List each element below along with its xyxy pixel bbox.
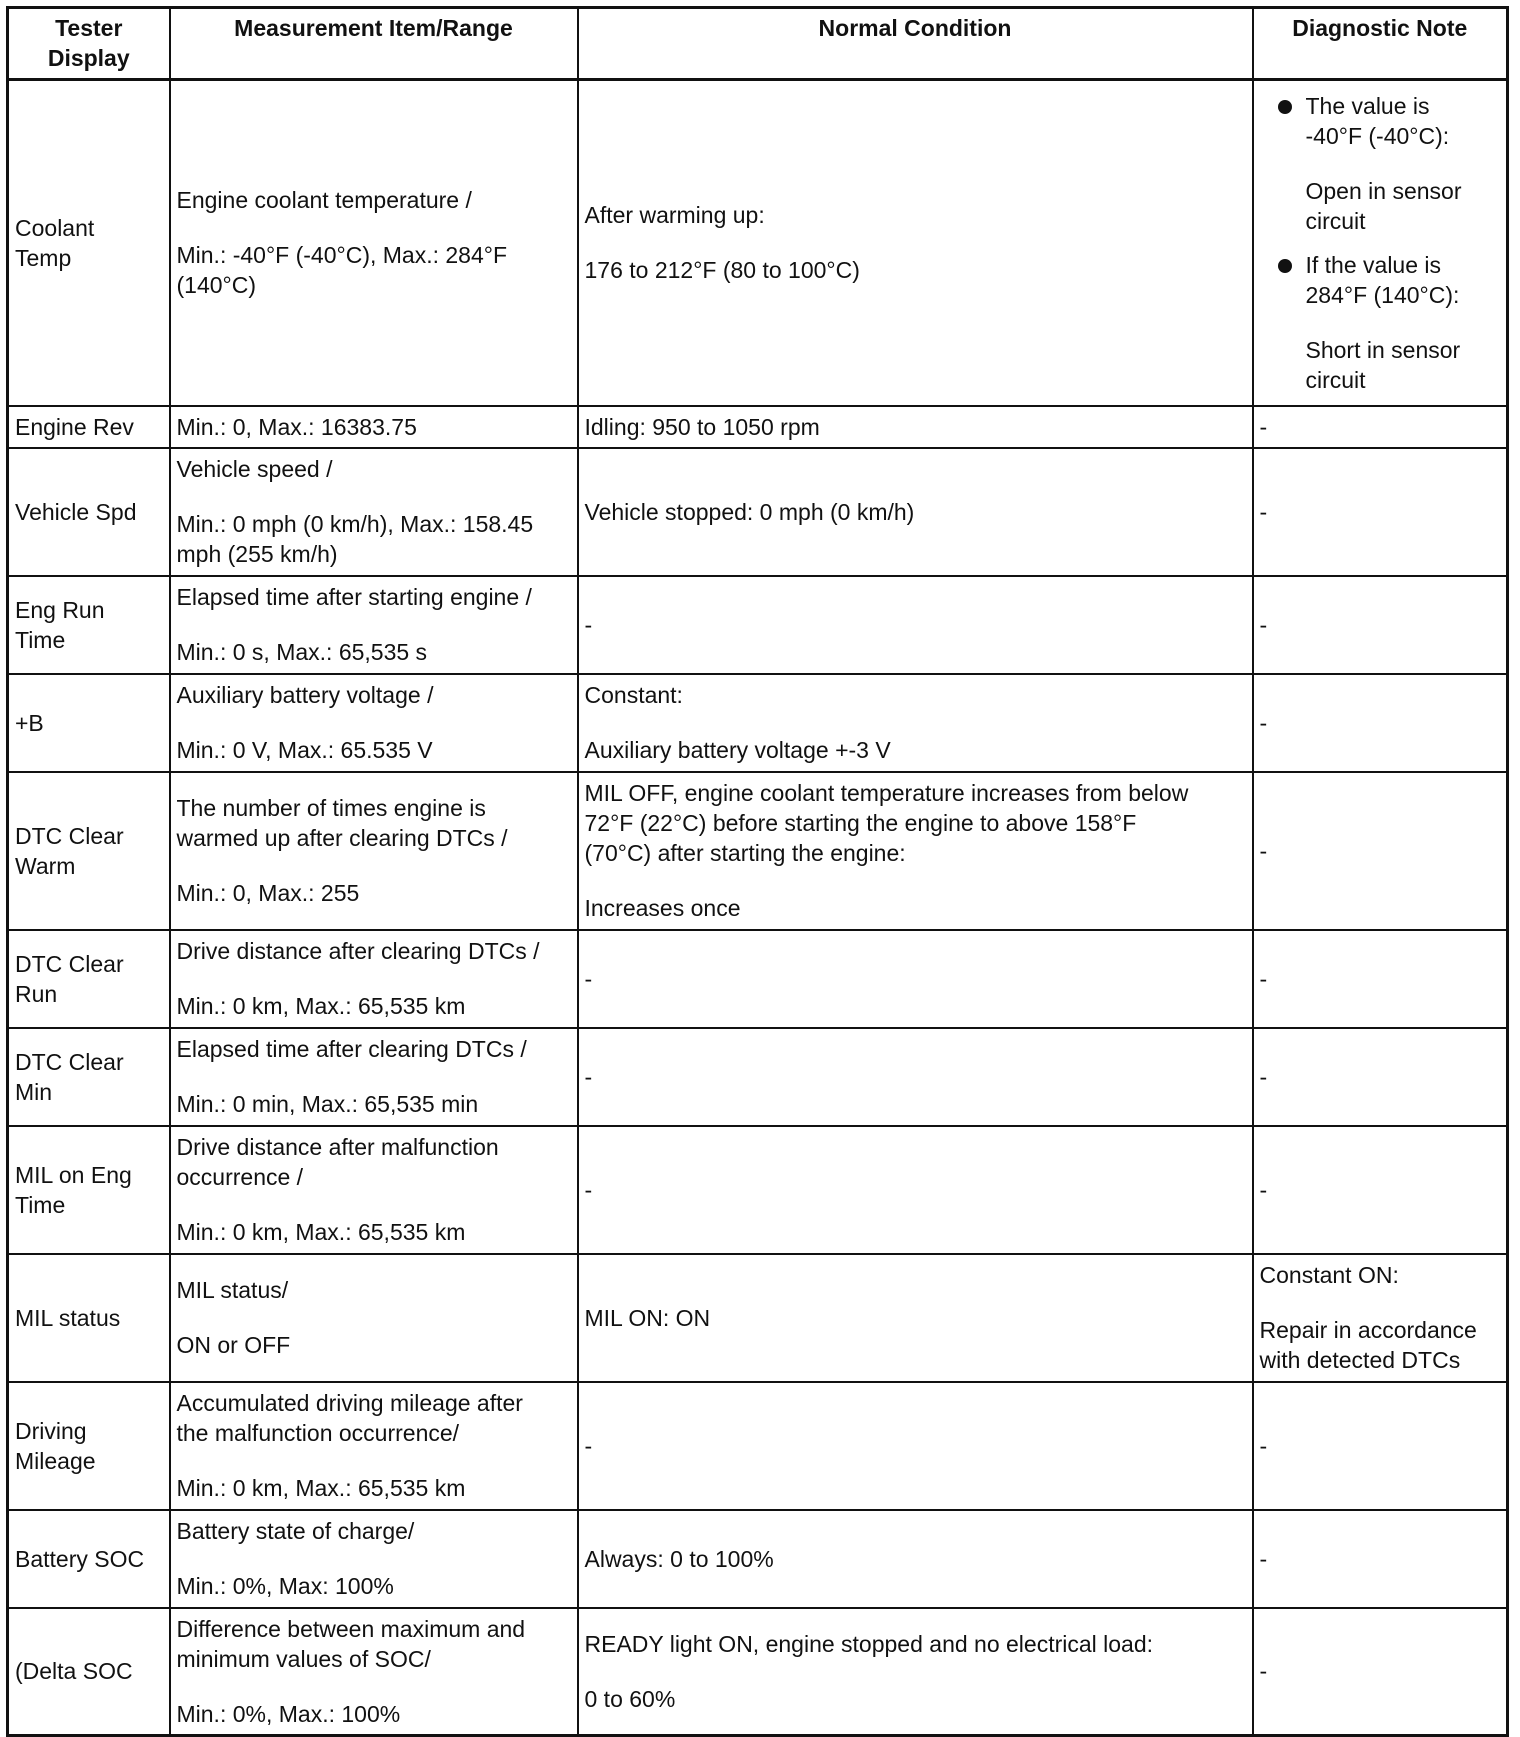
tester-display-cell (8, 930, 170, 1028)
measurement-item-cell (170, 80, 578, 406)
measurement-item-cell (170, 576, 578, 674)
cell-text-line: Drive distance after clearing DTCs / (176, 938, 540, 964)
table-row (8, 1254, 1508, 1382)
line-gap (177, 612, 571, 637)
tester-display-cell (8, 448, 170, 576)
cell-text-line: Auxiliary battery voltage / (176, 682, 434, 708)
table-row (8, 448, 1508, 576)
cell-text-line: DTC Clear (15, 822, 124, 849)
normal-condition-cell (578, 1608, 1253, 1736)
line-gap (1260, 1290, 1501, 1315)
line-gap (1306, 310, 1501, 335)
cell-text-line: Constant: (584, 682, 683, 708)
table-header (8, 8, 1508, 80)
diagnostic-note-cell (1253, 1608, 1508, 1736)
cell-text-line: Min.: 0 V, Max.: 65.535 V (176, 737, 433, 763)
cell-text-line: Min.: 0%, Max.: 100% (176, 1700, 401, 1727)
table-row (8, 930, 1508, 1028)
line-gap (585, 1659, 1246, 1684)
cell-text-line: - (1259, 709, 1268, 736)
diagnostic-note-cell (1253, 772, 1508, 930)
measurement-item-cell (170, 1254, 578, 1382)
diagnostic-note-cell (1253, 1126, 1508, 1254)
cell-text-line: minimum values of SOC/ (176, 1645, 431, 1672)
line-gap (177, 853, 571, 878)
cell-text-line: circuit (1305, 366, 1366, 393)
cell-text-line: - (584, 1063, 593, 1090)
measurement-item-cell (170, 772, 578, 930)
measurement-item-cell (170, 1608, 578, 1736)
table-row (8, 80, 1508, 406)
cell-text-line: warmed up after clearing DTCs / (176, 825, 508, 851)
cell-text-line: ON or OFF (176, 1332, 291, 1358)
diagnostic-note-cell (1253, 674, 1508, 772)
measurement-item-cell (170, 1510, 578, 1608)
table-row (8, 1126, 1508, 1254)
measurement-item-cell (170, 448, 578, 576)
cell-text-line: Min.: 0 km, Max.: 65,535 km (176, 1475, 466, 1501)
cell-text-line: Auxiliary battery voltage +-3 V (584, 737, 891, 763)
cell-text-line: - (1259, 611, 1268, 638)
bullet-icon (1278, 100, 1292, 114)
cell-text-line: 176 to 212°F (80 to 100°C) (584, 257, 860, 284)
diagnostic-note-list (1260, 91, 1501, 395)
cell-text-line: Repair in accordance (1259, 1317, 1477, 1343)
header-measurement-item: Measurement Item/Range (170, 8, 578, 80)
cell-text-line: - (1259, 413, 1268, 440)
cell-text-line: 0 to 60% (584, 1685, 676, 1712)
table-row (8, 1510, 1508, 1608)
cell-text-line: 72°F (22°C) before starting the engine to above 158°F (584, 810, 1137, 836)
header-diagnostic-note: Diagnostic Note (1253, 8, 1508, 80)
table-row (8, 772, 1508, 930)
normal-condition-cell (578, 80, 1253, 406)
tester-display-cell (8, 80, 170, 406)
cell-text-line: - (1259, 1432, 1268, 1459)
table-body (8, 80, 1508, 1736)
measurement-item-cell (170, 1126, 578, 1254)
line-gap (177, 710, 571, 735)
cell-text-line: Battery SOC (15, 1545, 145, 1572)
cell-text-line: Min.: 0, Max.: 255 (176, 880, 360, 906)
cell-text-line: occurrence / (176, 1164, 304, 1190)
cell-text-line: Drive distance after malfunction (176, 1134, 499, 1160)
diagnostic-note-cell (1253, 406, 1508, 448)
cell-text-line: - (584, 1432, 593, 1459)
normal-condition-cell (578, 406, 1253, 448)
line-gap (585, 868, 1246, 893)
table-row (8, 1382, 1508, 1510)
cell-text-line: Engine coolant temperature / (176, 187, 472, 214)
diagnostic-note-cell (1253, 1382, 1508, 1510)
cell-text-line: Min.: 0, Max.: 16383.75 (176, 413, 417, 440)
tester-display-cell (8, 772, 170, 930)
line-gap (177, 1064, 571, 1089)
cell-text-line: mph (255 km/h) (176, 541, 338, 567)
normal-condition-cell (578, 448, 1253, 576)
cell-text-line: - (1259, 1545, 1268, 1572)
cell-text-line: +B (15, 709, 44, 736)
cell-text-line: Engine Rev (15, 413, 134, 440)
cell-text-line: The value is (1305, 92, 1430, 119)
cell-text-line: Min.: 0%, Max: 100% (176, 1573, 394, 1599)
cell-text-line: MIL status (15, 1304, 121, 1331)
cell-text-line: MIL OFF, engine coolant temperature increases from below (584, 780, 1189, 806)
measurement-item-cell (170, 674, 578, 772)
diagnostic-note-cell (1253, 448, 1508, 576)
cell-text-line: Temp (15, 244, 72, 271)
cell-text-line: The number of times engine is (176, 795, 486, 821)
cell-text-line: circuit (1305, 207, 1366, 234)
normal-condition-cell (578, 1254, 1253, 1382)
line-gap (177, 1305, 571, 1330)
cell-text-line: (Delta SOC (15, 1658, 133, 1685)
cell-text-line: Time (15, 626, 66, 653)
cell-text-line: Idling: 950 to 1050 rpm (584, 413, 820, 440)
line-gap (177, 215, 571, 240)
tester-display-cell (8, 1608, 170, 1736)
line-gap (177, 1448, 571, 1473)
cell-text-line: If the value is (1305, 251, 1442, 278)
cell-text-line: Min (15, 1078, 53, 1105)
tester-display-cell (8, 674, 170, 772)
diagnostic-note-cell (1253, 576, 1508, 674)
cell-text-line: MIL on Eng (15, 1161, 132, 1188)
list-item (1260, 91, 1501, 236)
cell-text-line: Battery state of charge/ (176, 1518, 415, 1544)
normal-condition-cell (578, 772, 1253, 930)
normal-condition-cell (578, 674, 1253, 772)
cell-text-line: Always: 0 to 100% (584, 1545, 774, 1572)
diagnostic-note-cell (1253, 1028, 1508, 1126)
cell-text-line: Accumulated driving mileage after (176, 1390, 523, 1416)
cell-text-line: Vehicle speed / (176, 456, 333, 482)
normal-condition-cell (578, 1510, 1253, 1608)
header-normal-condition: Normal Condition (578, 8, 1253, 80)
header-row (8, 8, 1508, 80)
cell-text-line: Open in sensor (1305, 177, 1462, 204)
table-row (8, 1608, 1508, 1736)
normal-condition-cell (578, 930, 1253, 1028)
cell-text-line: Eng Run (15, 596, 105, 623)
table-row (8, 674, 1508, 772)
cell-text-line: Min.: 0 mph (0 km/h), Max.: 158.45 (176, 511, 534, 537)
cell-text-line: Driving (15, 1417, 87, 1444)
cell-text-line: Vehicle Spd (15, 498, 137, 525)
cell-text-line: MIL ON: ON (584, 1304, 711, 1331)
table-row (8, 406, 1508, 448)
header-tester-display: Tester Display (8, 8, 170, 80)
diagnostic-note-cell (1253, 1510, 1508, 1608)
diagnostic-note-cell (1253, 1254, 1508, 1382)
line-gap (177, 1674, 571, 1699)
cell-text-line: - (1259, 1176, 1268, 1203)
cell-text-line: Min.: 0 km, Max.: 65,535 km (176, 993, 466, 1019)
cell-text-line: Min.: 0 km, Max.: 65,535 km (176, 1219, 466, 1245)
cell-text-line: -40°F (-40°C): (1305, 122, 1450, 149)
cell-text-line: Elapsed time after clearing DTCs / (176, 1036, 527, 1062)
tester-display-cell (8, 1126, 170, 1254)
cell-text-line: - (1259, 1658, 1268, 1685)
list-item (1260, 250, 1501, 395)
normal-condition-cell (578, 576, 1253, 674)
measurement-item-cell (170, 406, 578, 448)
normal-condition-cell (578, 1028, 1253, 1126)
table-row (8, 576, 1508, 674)
line-gap (177, 484, 571, 509)
cell-text-line: with detected DTCs (1259, 1347, 1461, 1373)
tester-display-cell (8, 1510, 170, 1608)
cell-text-line: - (584, 965, 593, 992)
measurement-item-cell (170, 1382, 578, 1510)
line-gap (177, 1192, 571, 1217)
cell-text-line: Difference between maximum and (176, 1615, 526, 1642)
cell-text-line: Min.: 0 s, Max.: 65,535 s (176, 639, 428, 665)
cell-text-line: - (1259, 1063, 1268, 1090)
cell-text-line: DTC Clear (15, 1048, 124, 1075)
cell-text-line: MIL status/ (176, 1277, 289, 1303)
line-gap (585, 710, 1246, 735)
measurement-item-cell (170, 930, 578, 1028)
cell-text-line: Short in sensor (1305, 336, 1461, 363)
cell-text-line: Mileage (15, 1447, 96, 1474)
line-gap (177, 966, 571, 991)
tester-display-cell (8, 1028, 170, 1126)
line-gap (1306, 151, 1501, 176)
cell-text-line: Vehicle stopped: 0 mph (0 km/h) (584, 498, 915, 525)
cell-text-line: - (1259, 498, 1268, 525)
cell-text-line: DTC Clear (15, 950, 124, 977)
cell-text-line: (140°C) (176, 272, 257, 299)
cell-text-line: Increases once (584, 895, 741, 921)
cell-text-line: Elapsed time after starting engine / (176, 584, 532, 610)
cell-text-line: - (1259, 965, 1268, 992)
line-gap (177, 1546, 571, 1571)
tester-display-cell (8, 576, 170, 674)
normal-condition-cell (578, 1382, 1253, 1510)
line-gap (585, 230, 1246, 255)
normal-condition-cell (578, 1126, 1253, 1254)
bullet-icon (1278, 259, 1292, 273)
diagnostic-note-cell (1253, 930, 1508, 1028)
cell-text-line: Coolant (15, 214, 95, 241)
tester-display-cell (8, 1382, 170, 1510)
cell-text-line: the malfunction occurrence/ (176, 1420, 460, 1446)
cell-text-line: Min.: 0 min, Max.: 65,535 min (176, 1091, 479, 1117)
cell-text-line: - (584, 611, 593, 638)
table-row (8, 1028, 1508, 1126)
cell-text-line: Warm (15, 852, 76, 879)
cell-text-line: Time (15, 1191, 66, 1218)
diagnostic-note-cell (1253, 80, 1508, 406)
cell-text-line: Min.: -40°F (-40°C), Max.: 284°F (176, 242, 508, 269)
cell-text-line: 284°F (140°C): (1305, 281, 1460, 308)
cell-text-line: (70°C) after starting the engine: (584, 840, 906, 866)
cell-text-line: Run (15, 980, 58, 1007)
tester-display-cell (8, 1254, 170, 1382)
cell-text-line: Constant ON: (1259, 1262, 1399, 1288)
data-list-table (6, 6, 1509, 1737)
cell-text-line: READY light ON, engine stopped and no electrical load: (584, 1630, 1154, 1657)
cell-text-line: - (1259, 837, 1268, 864)
cell-text-line: - (584, 1176, 593, 1203)
tester-display-cell (8, 406, 170, 448)
cell-text-line: After warming up: (584, 202, 765, 229)
measurement-item-cell (170, 1028, 578, 1126)
